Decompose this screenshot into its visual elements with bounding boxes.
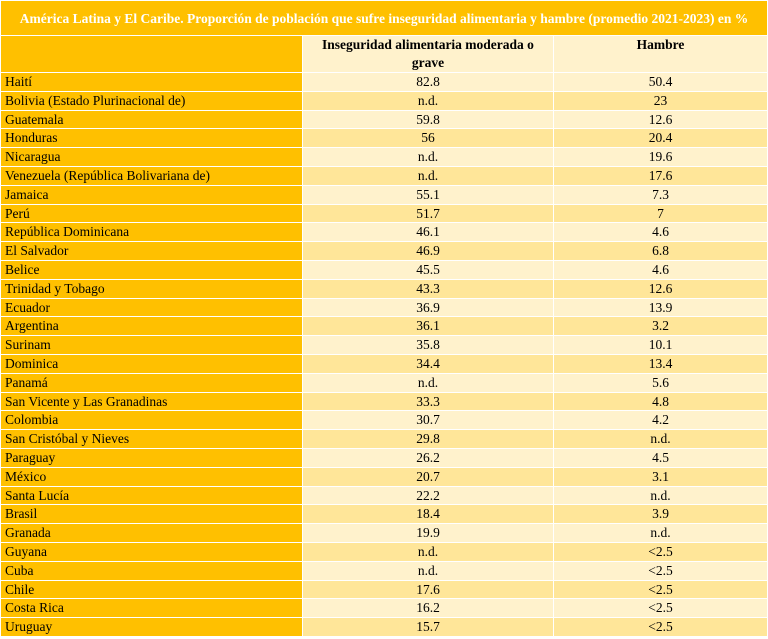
table-row — [1, 448, 768, 467]
country-cell: Honduras — [1, 129, 303, 148]
table-title: América Latina y El Caribe. Proporción de población que sufre inseguridad alimentaria y hambre (promedio 2021-2023) en % — [1, 1, 768, 36]
hunger-cell: <2.5 — [554, 561, 768, 580]
country-cell: Chile — [1, 580, 303, 599]
table-row — [1, 91, 768, 110]
hunger-cell: 10.1 — [554, 336, 768, 355]
food-insecurity-cell: 19.9 — [303, 524, 554, 543]
food-insecurity-cell: 51.7 — [303, 204, 554, 223]
country-cell: Panamá — [1, 373, 303, 392]
country-cell: Uruguay — [1, 618, 303, 637]
hunger-cell: 6.8 — [554, 242, 768, 261]
table-row — [1, 279, 768, 298]
food-insecurity-cell: n.d. — [303, 373, 554, 392]
table-row — [1, 354, 768, 373]
table-row — [1, 223, 768, 242]
table-row — [1, 204, 768, 223]
hunger-cell: 12.6 — [554, 279, 768, 298]
table-row — [1, 336, 768, 355]
header-country — [1, 36, 303, 73]
table-row — [1, 392, 768, 411]
country-cell: San Cristóbal y Nieves — [1, 430, 303, 449]
food-insecurity-cell: 56 — [303, 129, 554, 148]
title-row — [1, 1, 768, 36]
hunger-cell: 17.6 — [554, 166, 768, 185]
hunger-cell: 3.1 — [554, 467, 768, 486]
country-cell: San Vicente y Las Granadinas — [1, 392, 303, 411]
table-row — [1, 542, 768, 561]
table-row — [1, 505, 768, 524]
table-row — [1, 110, 768, 129]
hunger-cell: n.d. — [554, 430, 768, 449]
country-cell: República Dominicana — [1, 223, 303, 242]
country-cell: Costa Rica — [1, 599, 303, 618]
country-cell: Bolivia (Estado Plurinacional de) — [1, 91, 303, 110]
country-cell: Guyana — [1, 542, 303, 561]
food-insecurity-cell: 33.3 — [303, 392, 554, 411]
country-cell: Haití — [1, 73, 303, 92]
hunger-cell: 7 — [554, 204, 768, 223]
table-row — [1, 317, 768, 336]
food-insecurity-cell: 36.9 — [303, 298, 554, 317]
table-row — [1, 580, 768, 599]
food-insecurity-cell: 17.6 — [303, 580, 554, 599]
table-row — [1, 411, 768, 430]
country-cell: Colombia — [1, 411, 303, 430]
table-row — [1, 148, 768, 167]
country-cell: Argentina — [1, 317, 303, 336]
food-insecurity-cell: 82.8 — [303, 73, 554, 92]
food-insecurity-cell: 15.7 — [303, 618, 554, 637]
food-insecurity-cell: 29.8 — [303, 430, 554, 449]
hunger-cell: 19.6 — [554, 148, 768, 167]
hunger-cell: 13.4 — [554, 354, 768, 373]
table-row — [1, 467, 768, 486]
food-insecurity-cell: 36.1 — [303, 317, 554, 336]
hunger-cell: 3.2 — [554, 317, 768, 336]
country-cell: Jamaica — [1, 185, 303, 204]
hunger-cell: 23 — [554, 91, 768, 110]
food-insecurity-cell: 59.8 — [303, 110, 554, 129]
food-insecurity-cell: n.d. — [303, 166, 554, 185]
food-insecurity-cell: 26.2 — [303, 448, 554, 467]
hunger-cell: 4.6 — [554, 223, 768, 242]
hunger-cell: 4.6 — [554, 260, 768, 279]
table-row — [1, 260, 768, 279]
country-cell: Brasil — [1, 505, 303, 524]
table-row — [1, 298, 768, 317]
hunger-cell: <2.5 — [554, 618, 768, 637]
hunger-cell: 4.8 — [554, 392, 768, 411]
hunger-cell: 3.9 — [554, 505, 768, 524]
food-insecurity-cell: 22.2 — [303, 486, 554, 505]
food-insecurity-cell: 20.7 — [303, 467, 554, 486]
table-row — [1, 166, 768, 185]
table-row — [1, 430, 768, 449]
food-insecurity-cell: n.d. — [303, 91, 554, 110]
food-insecurity-cell: 18.4 — [303, 505, 554, 524]
header-hunger: Hambre — [554, 36, 768, 73]
country-cell: Ecuador — [1, 298, 303, 317]
table-row — [1, 486, 768, 505]
table-row — [1, 129, 768, 148]
header-food-insecurity: Inseguridad alimentaria moderada o grave — [303, 36, 554, 73]
table-row — [1, 599, 768, 618]
table-row — [1, 618, 768, 637]
table-row — [1, 561, 768, 580]
food-insecurity-cell: n.d. — [303, 148, 554, 167]
country-cell: Surinam — [1, 336, 303, 355]
hunger-cell: n.d. — [554, 486, 768, 505]
hunger-cell: 12.6 — [554, 110, 768, 129]
country-cell: Santa Lucía — [1, 486, 303, 505]
food-insecurity-cell: 34.4 — [303, 354, 554, 373]
hunger-cell: 13.9 — [554, 298, 768, 317]
table-row — [1, 185, 768, 204]
country-cell: Granada — [1, 524, 303, 543]
header-row — [1, 36, 768, 73]
food-insecurity-cell: 43.3 — [303, 279, 554, 298]
country-cell: El Salvador — [1, 242, 303, 261]
country-cell: Dominica — [1, 354, 303, 373]
hunger-cell: <2.5 — [554, 580, 768, 599]
country-cell: Trinidad y Tobago — [1, 279, 303, 298]
hunger-cell: 5.6 — [554, 373, 768, 392]
table-row — [1, 524, 768, 543]
table-row — [1, 373, 768, 392]
country-cell: Paraguay — [1, 448, 303, 467]
food-insecurity-cell: 30.7 — [303, 411, 554, 430]
food-insecurity-cell: 35.8 — [303, 336, 554, 355]
food-insecurity-cell: 16.2 — [303, 599, 554, 618]
hunger-cell: 4.5 — [554, 448, 768, 467]
hunger-cell: 4.2 — [554, 411, 768, 430]
country-cell: Nicaragua — [1, 148, 303, 167]
table-body — [1, 73, 768, 637]
country-cell: Belice — [1, 260, 303, 279]
hunger-cell: 50.4 — [554, 73, 768, 92]
food-insecurity-cell: 46.9 — [303, 242, 554, 261]
country-cell: Perú — [1, 204, 303, 223]
hunger-cell: 7.3 — [554, 185, 768, 204]
food-insecurity-cell: n.d. — [303, 542, 554, 561]
table-row — [1, 73, 768, 92]
food-insecurity-cell: n.d. — [303, 561, 554, 580]
food-insecurity-cell: 45.5 — [303, 260, 554, 279]
food-insecurity-cell: 55.1 — [303, 185, 554, 204]
hunger-cell: 20.4 — [554, 129, 768, 148]
country-cell: Venezuela (República Bolivariana de) — [1, 166, 303, 185]
country-cell: Cuba — [1, 561, 303, 580]
hunger-cell: <2.5 — [554, 599, 768, 618]
hunger-cell: n.d. — [554, 524, 768, 543]
country-cell: México — [1, 467, 303, 486]
food-insecurity-cell: 46.1 — [303, 223, 554, 242]
table-row — [1, 242, 768, 261]
country-cell: Guatemala — [1, 110, 303, 129]
hunger-cell: <2.5 — [554, 542, 768, 561]
